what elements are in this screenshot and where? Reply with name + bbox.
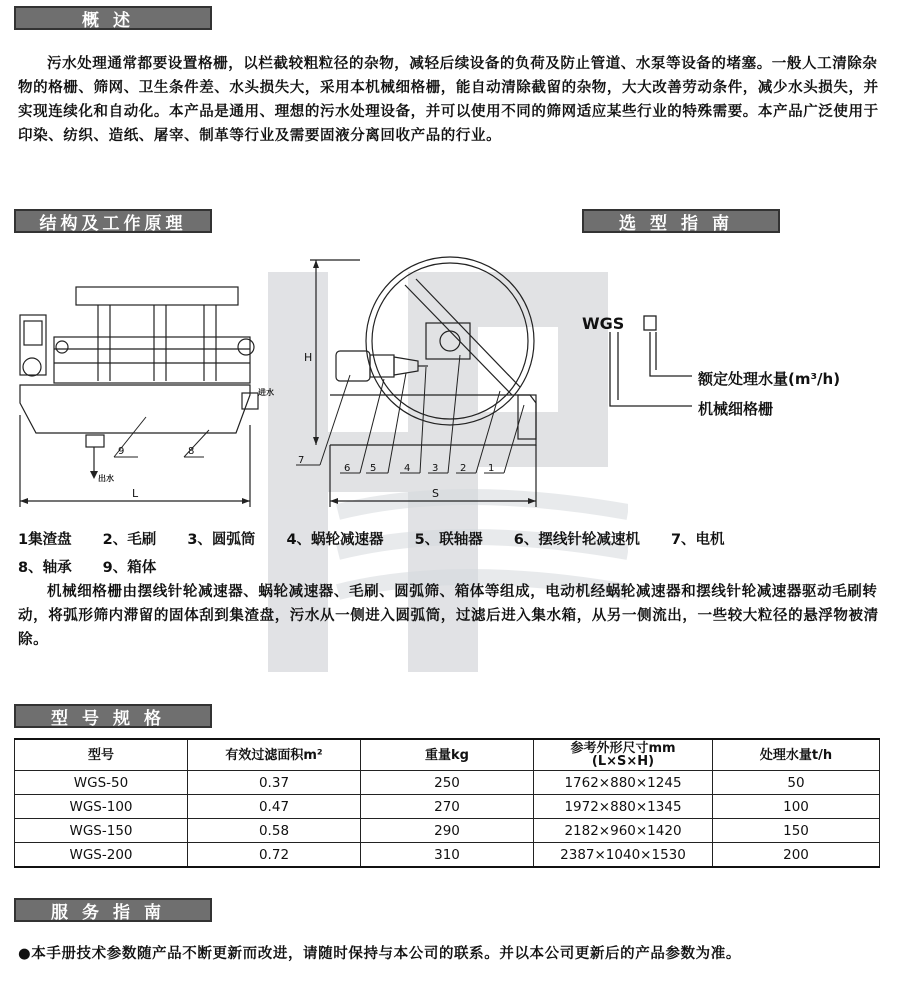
- section-header-structure: 结构及工作原理: [14, 209, 212, 233]
- overview-paragraph: 污水处理通常都要设置格栅，以栏截较粗粒径的杂物，减轻后续设备的负荷及防止管道、水泵等设备的堵塞。一般人工清除杂物的格栅、筛网、卫生条件差、水头损失大，采用本机械细格栅，能自动清除截留的杂物，大大改善劳动条件，减少水头损失，并实现连续化和自动化。本产品是通用、理想的污水处理设备，并可以使用不同的筛网适应某些行业的特殊需要。本产品广泛使用于印染、纺织、造纸、屠宰、制革等行业及需要固液分离回收产品的行业。: [18, 56, 879, 144]
- legend-item: 1集渣盘: [18, 532, 72, 548]
- front-view-drawing: [14, 285, 274, 515]
- table-cell: 50: [713, 771, 880, 795]
- selection-code: WGS: [582, 314, 625, 333]
- legend-item: 6、摆线针轮减速机: [513, 532, 640, 548]
- table-cell: WGS-150: [15, 819, 188, 843]
- dim-label-L: L: [132, 487, 139, 500]
- dims-header-main: 参考外形尺寸mm: [570, 741, 676, 756]
- table-cell: 0.58: [188, 819, 361, 843]
- side-label-2: 2: [460, 463, 467, 474]
- legend-item: 4、蜗轮减速器: [286, 532, 384, 548]
- table-cell: 1762×880×1245: [534, 771, 713, 795]
- side-label-6: 6: [344, 463, 351, 474]
- table-cell: 310: [361, 843, 534, 868]
- table-cell: 2182×960×1420: [534, 819, 713, 843]
- table-header-cell: 重量kg: [361, 739, 534, 771]
- table-cell: WGS-200: [15, 843, 188, 868]
- side-label-3: 3: [432, 463, 439, 474]
- table-cell: 200: [713, 843, 880, 868]
- table-cell: 0.47: [188, 795, 361, 819]
- table-cell: 0.72: [188, 843, 361, 868]
- front-label-8: 8: [188, 446, 195, 457]
- legend-item: 8、轴承: [18, 560, 72, 576]
- service-paragraph: ●本手册技术参数随产品不断更新而改进，请随时保持与本公司的联系。并以本公司更新后的产品参数为准。: [18, 946, 741, 962]
- table-cell: 100: [713, 795, 880, 819]
- table-cell: 150: [713, 819, 880, 843]
- table-header-cell: [534, 739, 713, 771]
- dim-label-S: S: [432, 487, 439, 500]
- principle-paragraph: 机械细格栅由摆线针轮减速器、蜗轮减速器、毛刷、圆弧筛、箱体等组成，电动机经蜗轮减速器和摆线针轮减速器驱动毛刷转动，将弧形筛内滞留的固体刮到集渣盘，污水从一侧进入圆弧筒，过滤后进入集水箱，从另一侧流出，一些较大粒径的悬浮物被清除。: [18, 584, 879, 648]
- table-cell: 250: [361, 771, 534, 795]
- section-header-overview: 概述: [14, 6, 212, 30]
- table-cell: WGS-100: [15, 795, 188, 819]
- section-header-specs: 型号规格: [14, 704, 212, 728]
- table-cell: 1972×880×1345: [534, 795, 713, 819]
- side-view-drawing: [300, 255, 550, 515]
- side-label-1: 1: [488, 463, 495, 474]
- section-header-selection: 选型指南: [582, 209, 780, 233]
- table-cell: 2387×1040×1530: [534, 843, 713, 868]
- side-label-5: 5: [370, 463, 377, 474]
- table-row: [15, 819, 880, 843]
- legend-row-2: [18, 556, 182, 577]
- legend-item: 3、圆弧筒: [187, 532, 256, 548]
- table-cell: WGS-50: [15, 771, 188, 795]
- legend-item: 5、联轴器: [414, 532, 483, 548]
- table-header-row: [15, 739, 880, 771]
- table-cell: 0.37: [188, 771, 361, 795]
- table-row: [15, 843, 880, 868]
- selection-name-label: 机械细格栅: [698, 400, 774, 418]
- selection-capacity-label: 额定处理水量(m³/h): [698, 370, 841, 388]
- table-row: [15, 771, 880, 795]
- table-header-cell: 型号: [15, 739, 188, 771]
- table-row: [15, 795, 880, 819]
- table-header-cell: 有效过滤面积m²: [188, 739, 361, 771]
- side-label-4: 4: [404, 463, 411, 474]
- legend-item: 9、箱体: [102, 560, 157, 576]
- table-cell: 290: [361, 819, 534, 843]
- front-label-9: 9: [118, 446, 125, 457]
- section-header-service: 服务指南: [14, 898, 212, 922]
- legend-item: 7、电机: [670, 532, 725, 548]
- spec-table: [14, 738, 880, 868]
- table-cell: 270: [361, 795, 534, 819]
- outlet-label: 出水: [98, 474, 114, 483]
- table-header-cell: 处理水量t/h: [713, 739, 880, 771]
- inlet-label: 进水: [258, 388, 274, 397]
- legend-item: 2、毛刷: [102, 532, 157, 548]
- legend-row-1: [18, 528, 751, 549]
- side-label-7: 7: [298, 455, 305, 466]
- dim-label-H: H: [304, 351, 313, 364]
- dims-header-sub: (L×S×H): [591, 754, 655, 769]
